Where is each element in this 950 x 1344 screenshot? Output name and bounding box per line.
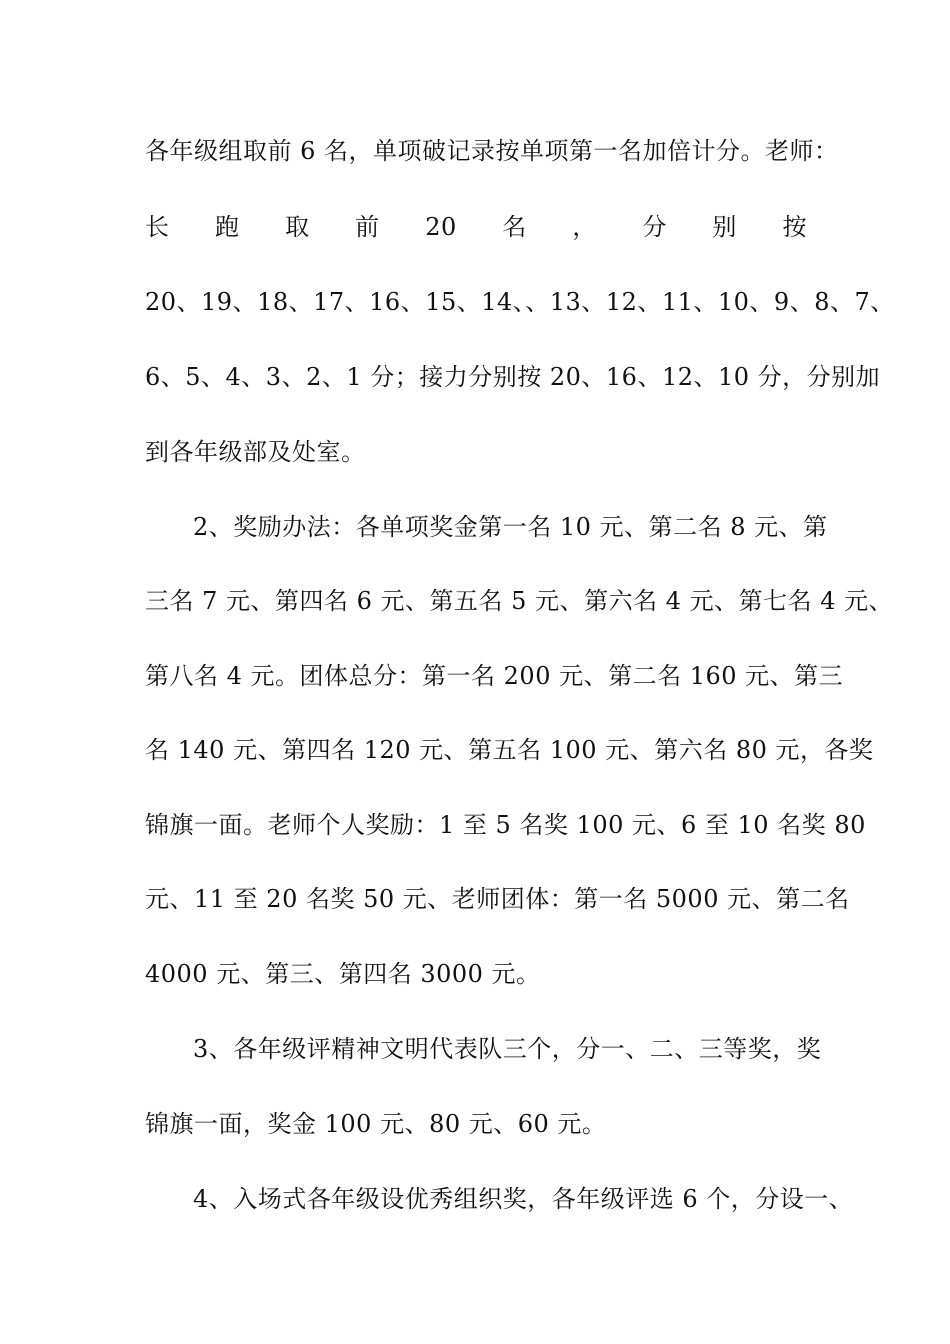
text-glyph: 长 <box>145 213 170 241</box>
text-glyph: 跑 <box>215 213 240 241</box>
text-line: 到各年级部及处室。 <box>145 438 366 466</box>
paragraph-first-line: 2、奖励办法：各单项奖金第一名 10 元、第二名 8 元、第 <box>193 513 828 541</box>
paragraph-first-line: 3、各年级评精神文明代表队三个，分一、二、三等奖，奖 <box>193 1035 822 1063</box>
paragraph-first-line: 4、入场式各年级设优秀组织奖，各年级评选 6 个，分设一、 <box>193 1185 854 1213</box>
text-line: 锦旗一面，奖金 100 元、80 元、60 元。 <box>145 1110 607 1138</box>
text-glyph: 20 <box>425 213 457 241</box>
text-line: 各年级组取前 6 名，单项破记录按单项第一名加倍计分。老师： <box>145 137 839 165</box>
text-glyph: 前 <box>355 213 380 241</box>
text-glyph: ， <box>572 213 597 241</box>
text-line: 元、11 至 20 名奖 50 元、老师团体：第一名 5000 元、第二名 <box>145 885 850 913</box>
text-line: 20、19、18、17、16、15、14、、13、12、11、10、9、8、7、 <box>145 288 895 316</box>
text-line: 6、5、4、3、2、1 分；接力分别按 20、16、12、10 分，分别加 <box>145 363 881 391</box>
text-line: 三名 7 元、第四名 6 元、第五名 5 元、第六名 4 元、第七名 4 元、 <box>145 587 894 615</box>
text-line: 第八名 4 元。团体总分：第一名 200 元、第二名 160 元、第三 <box>145 662 844 690</box>
text-line: 锦旗一面。老师个人奖励：1 至 5 名奖 100 元、6 至 10 名奖 80 <box>145 811 866 839</box>
text-glyph: 分 <box>642 213 667 241</box>
text-glyph: 取 <box>285 213 310 241</box>
text-glyph: 名 <box>502 213 527 241</box>
text-line: 名 140 元、第四名 120 元、第五名 100 元、第六名 80 元，各奖 <box>145 736 874 764</box>
text-line-justified <box>145 212 807 242</box>
text-glyph: 按 <box>782 213 807 241</box>
text-line: 4000 元、第三、第四名 3000 元。 <box>145 960 541 988</box>
text-glyph: 别 <box>712 213 737 241</box>
